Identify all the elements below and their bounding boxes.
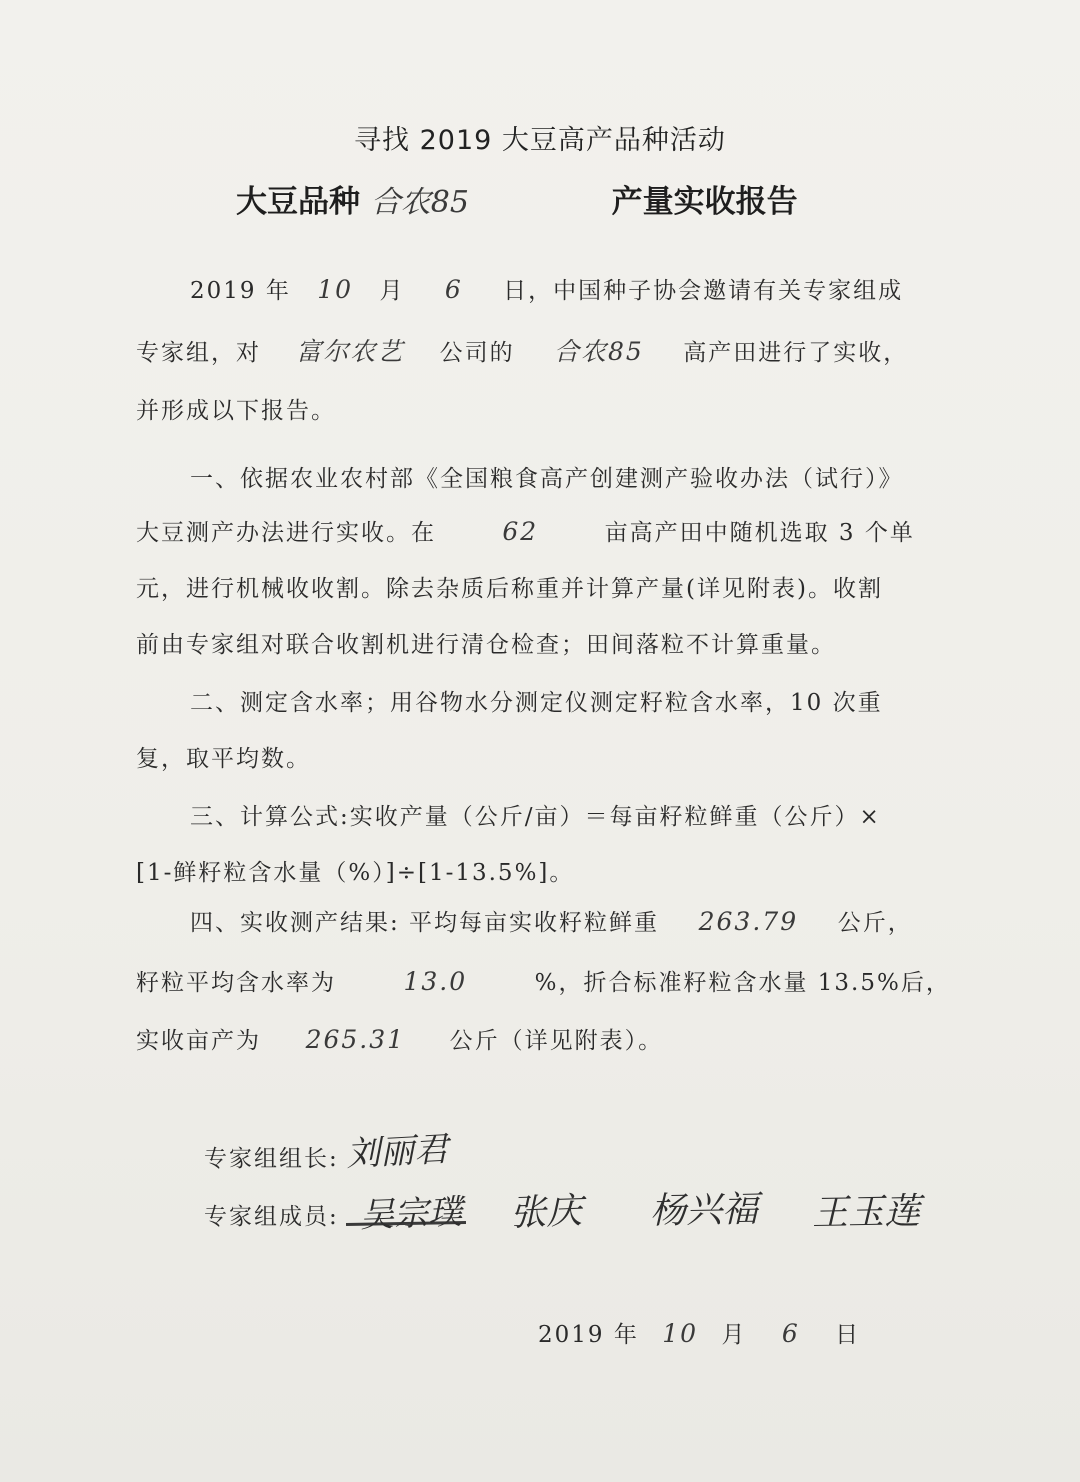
p5-text-a2: 公斤， (837, 910, 913, 936)
leader-label: 专家组组长: (204, 1146, 339, 1172)
p5-line-3 (0, 1022, 1080, 1055)
handwritten-fresh-weight: 263.79 (698, 907, 799, 936)
p5-text-b1: 籽粒平均含水率为 (136, 970, 336, 996)
handwritten-company: 富尔农艺 (296, 337, 405, 366)
p5-line-2 (0, 964, 1080, 997)
signature-leader: 刘丽君 (345, 1129, 450, 1175)
p2-line-4: 前由专家组对联合收割机进行清仓检查；田间落粒不计算重量。 (136, 632, 836, 658)
p1-year: 2019 年 (190, 278, 291, 304)
handwritten-variety: 合农85 (554, 337, 644, 366)
handwritten-month: 10 (317, 275, 354, 304)
p5-text-a1: 四、实收测产结果: 平均每亩实收籽粒鲜重 (190, 910, 660, 936)
document-date (538, 1316, 860, 1349)
p5-text-c1: 实收亩产为 (136, 1028, 261, 1054)
handwritten-variety-title: 合农85 (370, 185, 469, 220)
subtitle-suffix: 产量实收报告 (611, 184, 798, 220)
date-year: 2019 年 (538, 1322, 639, 1348)
p1-text-b3: 高产田进行了实收， (683, 340, 909, 366)
signature-member-3: 杨兴福 (649, 1189, 759, 1232)
p1-text-b1: 专家组，对 (136, 340, 261, 366)
handwritten-yield: 265.31 (305, 1025, 406, 1054)
signature-member-1: 吴宗璞 (359, 1192, 463, 1236)
p4-line-2: [1-鲜籽粒含水量（%）]÷[1-13.5%]。 (136, 860, 575, 886)
p3-line-2: 复，取平均数。 (136, 746, 311, 772)
p3-line-1: 二、测定含水率；用谷物水分测定仪测定籽粒含水率，10 次重 (190, 690, 883, 716)
p4-line-1: 三、计算公式:实收产量（公斤/亩）＝每亩籽粒鲜重（公斤）× (190, 804, 881, 830)
p1-text-a: 日，中国种子协会邀请有关专家组成 (503, 278, 904, 304)
document-title: 寻找 2019 大豆高产品种活动 (354, 125, 726, 156)
handwritten-day: 6 (444, 275, 463, 304)
handwritten-moisture: 13.0 (403, 967, 468, 996)
signature-member-2: 张庆 (509, 1190, 583, 1235)
handwritten-date-day: 6 (781, 1319, 800, 1348)
subtitle-prefix: 大豆品种 (236, 184, 360, 220)
handwritten-date-month: 10 (662, 1319, 699, 1348)
p5-line-1 (0, 904, 1080, 937)
signature-member-4: 王玉莲 (811, 1191, 921, 1234)
p2-line-2 (0, 514, 1080, 547)
p2-line-3: 元，进行机械收收割。除去杂质后称重并计算产量(详见附表)。收割 (136, 576, 883, 602)
p1-line-3: 并形成以下报告。 (136, 398, 336, 424)
document-subtitle (236, 176, 856, 221)
p2-text-b1: 大豆测产办法进行实收。在 (136, 520, 436, 546)
handwritten-area: 62 (502, 517, 539, 546)
p1-line-2 (0, 332, 1080, 368)
p5-text-c2: 公斤（详见附表）。 (449, 1028, 664, 1054)
p2-text-b2: 亩高产田中随机选取 3 个单 (604, 520, 915, 546)
members-label: 专家组成员: (204, 1204, 339, 1230)
p5-text-b2: %，折合标准籽粒含水量 13.5%后， (534, 970, 951, 996)
p1-line-1 (0, 272, 1080, 305)
p1-month-label: 月 (379, 278, 405, 304)
p2-line-1: 一、依据农业农村部《全国粮食高产创建测产验收办法（试行）》 (190, 466, 904, 492)
date-month-label: 月 (721, 1322, 747, 1348)
p1-text-b2: 公司的 (439, 340, 515, 366)
date-day-label: 日 (835, 1322, 861, 1348)
